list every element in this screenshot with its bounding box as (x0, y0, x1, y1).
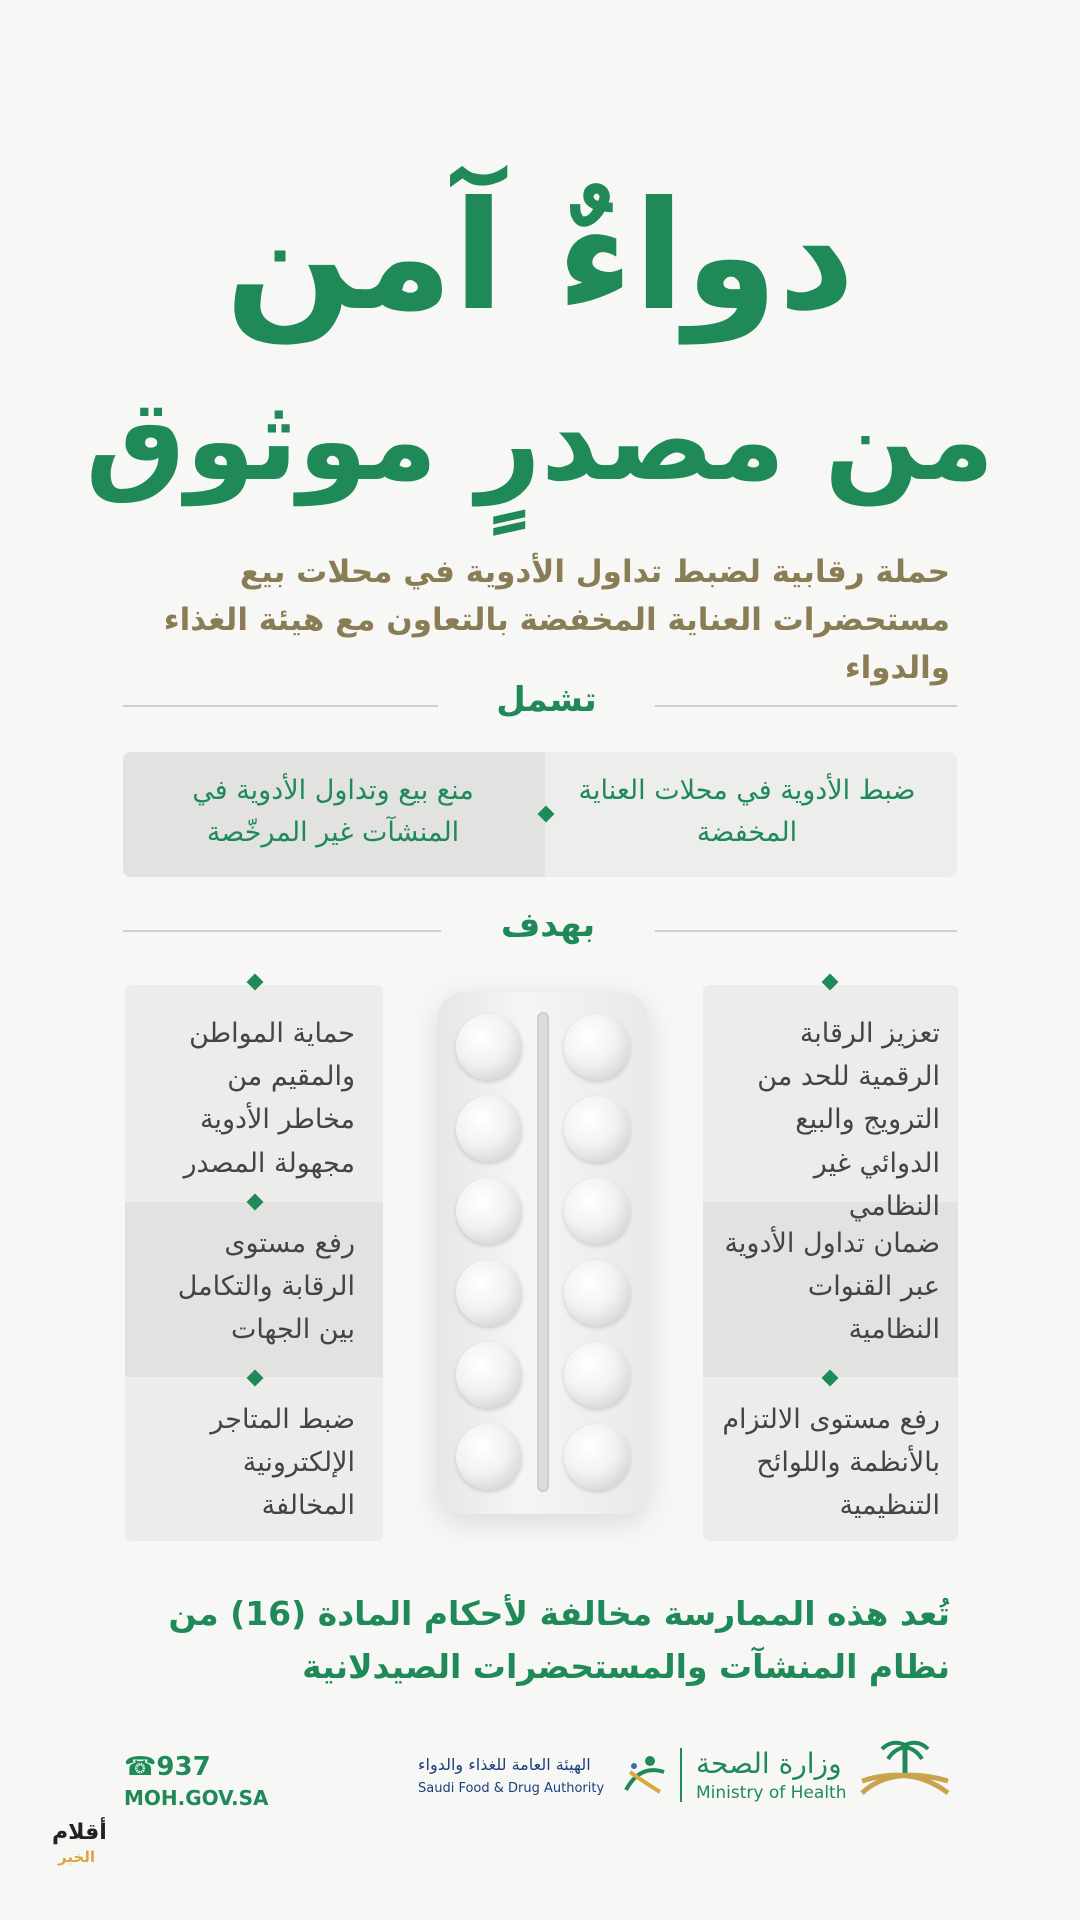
watermark-logo-text: أقلام (52, 1820, 107, 1845)
campaign-title: دواءٌ آمن (225, 170, 855, 344)
sfda-name-english: Saudi Food & Drug Authority (418, 1781, 605, 1796)
pill (564, 1014, 630, 1080)
includes-header: تشمل (496, 680, 597, 720)
includes-item-2: منع بيع وتداول الأدوية في المنشآت غير المرخّصة (192, 775, 474, 848)
goal-left-3: ضبط المتاجر الإلكترونية المخالفة (210, 1404, 355, 1522)
pill (564, 1096, 630, 1162)
pill (564, 1424, 630, 1490)
watermark-logo-subtext: الخبر (58, 1848, 96, 1866)
pill (456, 1260, 522, 1326)
goal-left-2: رفع مستوى الرقابة والتكامل بين الجهات (177, 1228, 355, 1346)
moh-name-english: Ministry of Health (696, 1783, 847, 1803)
divider-line (655, 930, 957, 932)
divider-line (123, 705, 438, 707)
pill (456, 1424, 522, 1490)
pill (456, 1014, 522, 1080)
goal-right-1: تعزيز الرقابة الرقمية للحد من الترويج والبيع الدوائي غير النظامي (757, 1018, 940, 1222)
blister-groove (537, 1012, 549, 1492)
sfda-logo-icon (620, 1752, 670, 1798)
goal-left-1: حماية المواطن والمقيم من مخاطر الأدوية مجهولة المصدر (183, 1018, 355, 1179)
regulation-statement: تُعد هذه الممارسة مخالفة لأحكام المادة (16) من نظام المنشآت والمستحضرات الصيدلانية (168, 1594, 950, 1686)
logo-divider (680, 1748, 682, 1802)
divider-line (655, 705, 957, 707)
sfda-name-arabic: الهيئة العامة للغذاء والدواء (418, 1755, 591, 1774)
moh-palm-swords-logo-icon (852, 1735, 958, 1807)
campaign-subtitle-heading: من مصدرٍ موثوق (85, 376, 995, 506)
divider-line (123, 930, 441, 932)
pill (456, 1342, 522, 1408)
pill (564, 1342, 630, 1408)
goal-right-3: رفع مستوى الالتزام بالأنظمة واللوائح التنظيمية (722, 1404, 940, 1522)
pill (564, 1178, 630, 1244)
phone-number[interactable]: ☎937 (124, 1752, 211, 1782)
campaign-description: حملة رقابية لضبط تداول الأدوية في محلات بيع مستحضرات العناية المخفضة بالتعاون مع هيئة الغذاء والدواء (163, 554, 950, 687)
pill-blister-pack (438, 992, 648, 1514)
goals-header: بهدف (500, 905, 596, 945)
goal-right-2: ضمان تداول الأدوية عبر القنوات النظامية (724, 1228, 940, 1346)
pill (456, 1096, 522, 1162)
phone-icon: ☎ (124, 1752, 157, 1782)
pill (564, 1260, 630, 1326)
pill (456, 1178, 522, 1244)
moh-name-arabic: وزارة الصحة (696, 1747, 842, 1780)
includes-box (123, 752, 957, 877)
website-link[interactable]: MOH.GOV.SA (124, 1786, 269, 1810)
includes-item-1: ضبط الأدوية في محلات العناية المخفضة (578, 775, 916, 848)
